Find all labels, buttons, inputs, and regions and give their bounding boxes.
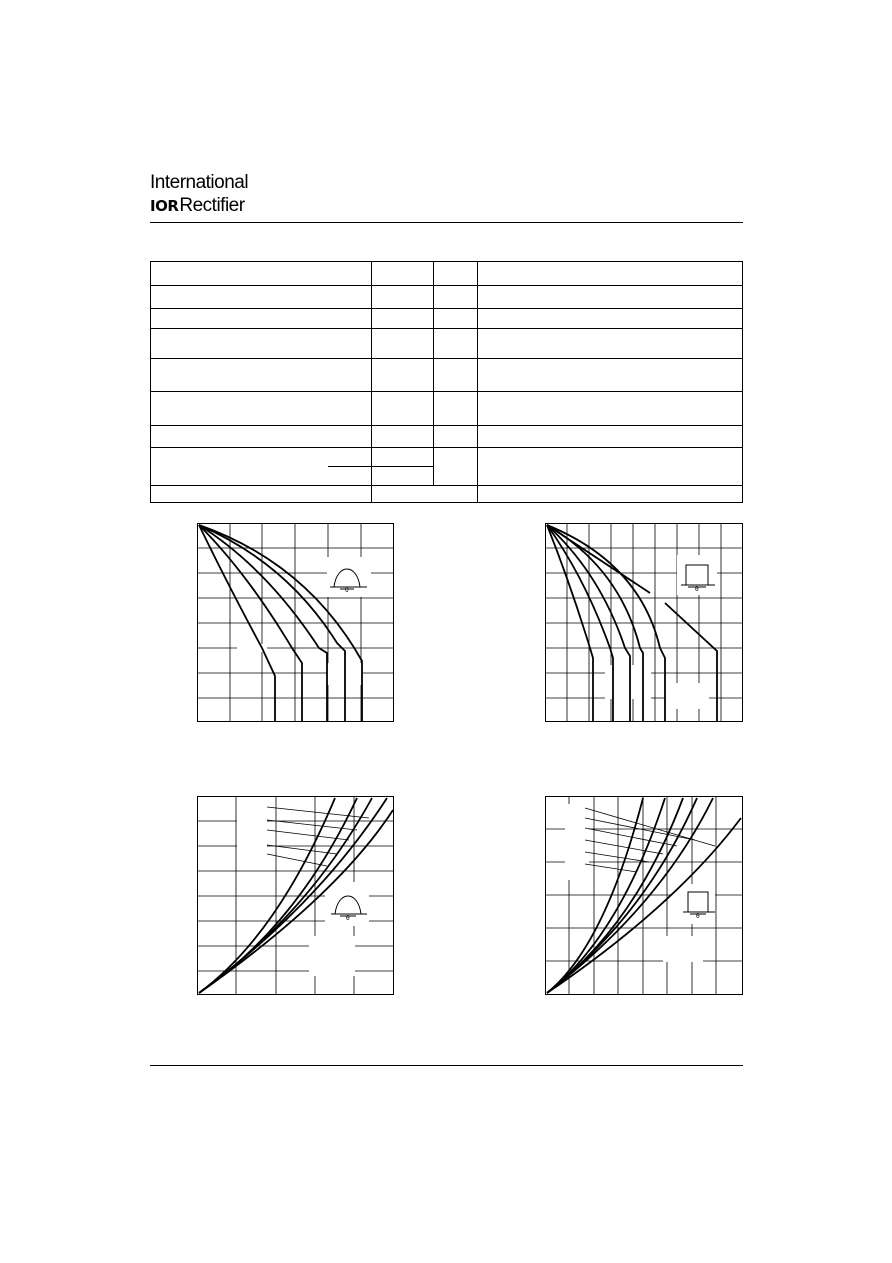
chart-3-inset-label: θ <box>346 915 350 922</box>
footer-rule <box>150 1065 743 1066</box>
chart-1-masks <box>237 557 371 685</box>
chart-1-curve-1 <box>199 525 275 722</box>
logo-line-international: International <box>150 172 249 193</box>
chart-1-curve-3 <box>199 525 327 722</box>
chart-4-curve-1 <box>547 798 643 993</box>
chart-case-temp-rect <box>545 523 744 723</box>
logo-line-rectifier <box>150 195 245 217</box>
chart-2-masks <box>605 555 717 709</box>
chart-4-inset-label: θ <box>696 913 700 920</box>
chart-4-curve-2 <box>547 798 665 993</box>
chart-case-temp-sine <box>197 523 395 723</box>
specification-table <box>150 261 744 504</box>
logo-rectifier-text: Rectifier <box>179 195 245 216</box>
chart-1-grid <box>197 523 394 722</box>
ior-logo-icon: IOR <box>150 197 179 215</box>
chart-1-inset-label: θ <box>345 587 349 594</box>
chart-2-inset-label: θ <box>695 586 699 593</box>
chart-power-loss-sine <box>197 796 395 996</box>
header-rule <box>150 222 743 223</box>
company-logo <box>150 172 260 218</box>
chart-power-loss-rect <box>545 796 744 996</box>
chart-4-masks <box>565 804 715 962</box>
chart-1-curves <box>199 525 362 722</box>
chart-1-curve-4 <box>199 525 345 722</box>
chart-1-curve-5 <box>199 525 362 722</box>
chart-2-curve-2 <box>547 525 613 722</box>
